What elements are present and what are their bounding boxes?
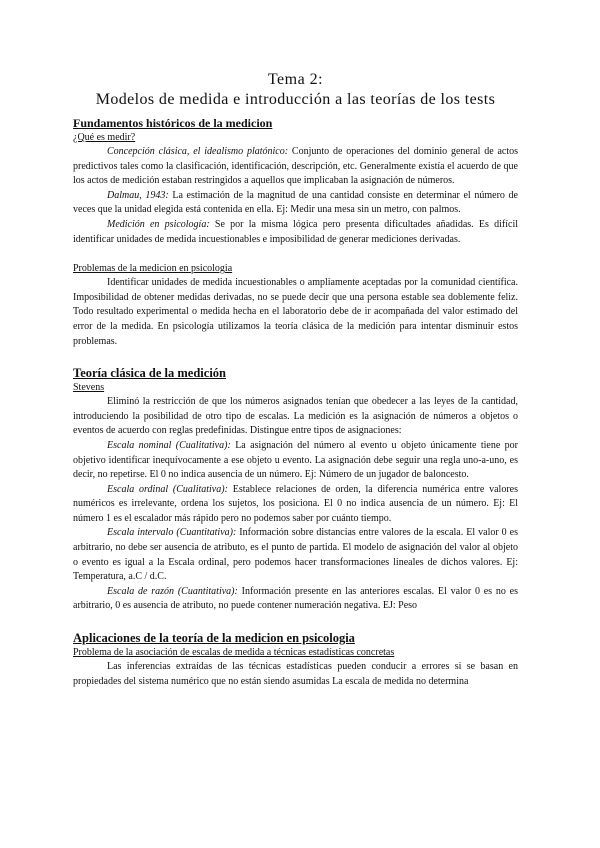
subsection-heading: Stevens — [73, 382, 105, 394]
paragraph — [73, 483, 518, 527]
paragraph: Identificar unidades de medida incuestionables o ampliamente aceptadas por la comunidad científica. Imposibilidad de obtener medidas derivadas, no se puede decir que una persona estable sea doblemente feliz. Todo resultado experimental o medida hecha en el laboratorio debe de ir acompañada del valor estimado del error de la medida. En psicología utilizamos la teoría clásica de la medición para intentar disminuir estos problemas. — [73, 277, 518, 347]
spacer — [73, 614, 518, 630]
term: Escala de razón (Cuantitativa): — [107, 585, 238, 597]
subsection-heading: ¿Qué es medir? — [73, 132, 136, 143]
subsection-heading: Problema de la asociación de escalas de medida a técnicas estadísticas concretas — [73, 647, 395, 659]
term: Medición en psicología: — [107, 218, 210, 230]
paragraph-text: Establece relaciones de orden, la diferencia numérica entre valores numéricos es irrelevante, ordena los sujetos, los posiciona. El 0 no indica ausencia de un número. Ej: El número 1 es el escalador más rápido pero no podemos saber por cuánto tiempo. — [73, 483, 518, 524]
section-teoria-clasica — [73, 365, 518, 614]
term: Escala ordinal (Cualitativa): — [107, 483, 228, 495]
section-fundamentos — [73, 116, 518, 247]
paragraph — [73, 439, 518, 483]
document-title: Tema 2: — [267, 71, 324, 88]
document-page — [73, 70, 518, 689]
paragraph — [73, 526, 518, 584]
paragraph — [73, 145, 518, 189]
spacer — [73, 349, 518, 365]
paragraph-text: La asignación del número al evento u objeto únicamente tiene por objetivo identificar inequívocamente a ese objeto u evento. La asignación debe seguir una regla uno-a-uno, es decir, no repetirse. El 0 no indica ausencia de un número. Ej: Número de un jugador de baloncesto. — [73, 439, 518, 481]
paragraph — [73, 585, 518, 614]
term: Dalmau, 1943: — [107, 189, 169, 201]
paragraph: Eliminó la restricción de que los números asignados tenían que obedecer a las leyes de la cantidad, introduciendo la posibilidad de otro tipo de escalas. La medición es la asignación de números a objetos o eventos de acuerdo con reglas predefinidas. Distingue entre tipos de asignaciones: — [73, 396, 518, 437]
paragraph-text: Se por la misma lógica pero presenta dificultades añadidas. Es difícil identificar unidades de medida incuestionables e imposibilidad de generar mediciones derivadas. — [73, 218, 518, 245]
spacer — [73, 247, 518, 262]
paragraph: Las inferencias extraídas de las técnicas estadísticas pueden conducir a errores si se basan en propiedades del sistema numérico que no están siendo asumidas La escala de medida no determina — [73, 661, 518, 687]
section-heading: Aplicaciones de la teoría de la medicion en psicologia — [73, 631, 355, 646]
paragraph-text: Información sobre distancias entre valores de la escala. El valor 0 es arbitrario, no debe ser ausencia de atributo, es el punto de partida. El modelo de asignación del valor al objeto o evento es igual a la Escala ordinal, pero podemos hacer transformaciones lineales de dichos valores. Ej: Temperatura, a.C / d.C. — [73, 527, 518, 583]
section-heading: Fundamentos históricos de la medicion — [73, 116, 273, 130]
document-subtitle: Modelos de medida e introducción a las teorías de los tests — [95, 91, 496, 108]
term: Concepción clásica, el idealismo platónico: — [107, 146, 289, 157]
section-problemas — [73, 262, 518, 349]
paragraph-text: La estimación de la magnitud de una cantidad consiste en determinar el número de veces que la unidad elegida está contenida en ella. Ej: Medir una mesa sin un metro, con palmos. — [73, 189, 518, 216]
subsection-heading: Problemas de la medicion en psicologia — [73, 263, 233, 275]
paragraph — [73, 189, 518, 218]
section-aplicaciones — [73, 630, 518, 689]
paragraph-text: Información presente en las anteriores escalas. El valor 0 es no es arbitrario, 0 es ausencia de atributo, no puede contener numeración negativa. EJ: Peso — [73, 585, 518, 612]
section-heading: Teoría clásica de la medición — [73, 366, 226, 381]
paragraph-text: Conjunto de operaciones del dominio general de actos predictivos tales como la clasificación, identificación, descripción, etc. Generalmente existía el acuerdo de que los actos de medición estaban restringidos a aquellos que implicaban la asignación de números. — [73, 146, 518, 187]
term: Escala intervalo (Cuantitativa): — [107, 527, 237, 539]
term: Escala nominal (Cualitativa): — [107, 439, 231, 451]
paragraph — [73, 218, 518, 247]
